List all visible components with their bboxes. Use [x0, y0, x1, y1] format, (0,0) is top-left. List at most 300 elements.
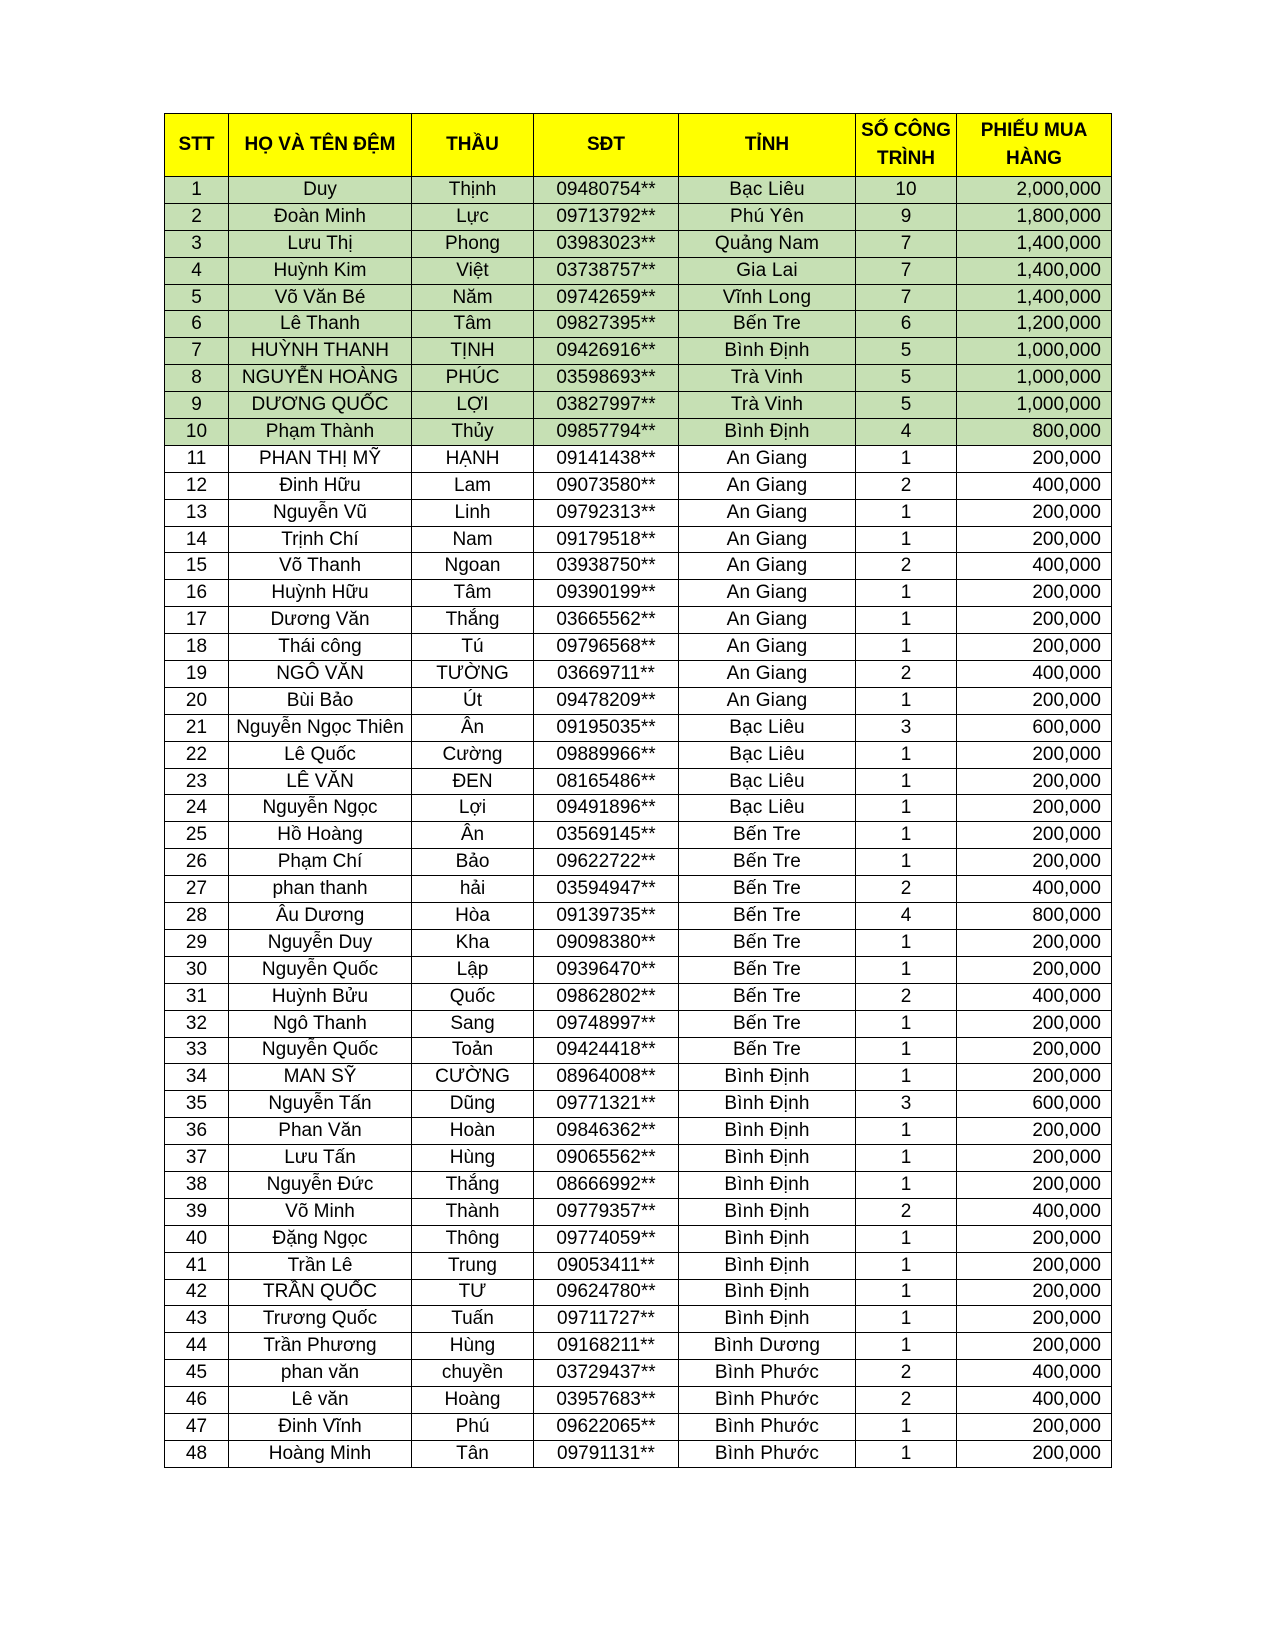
cell-so-cong-trinh: 1 [856, 956, 957, 983]
cell-so-cong-trinh: 5 [856, 338, 957, 365]
header-so-cong-trinh-line2: TRÌNH [876, 148, 936, 169]
cell-thau: Dũng [412, 1091, 534, 1118]
header-row [165, 114, 1112, 177]
cell-tinh: Bình Phước [679, 1360, 856, 1387]
cell-ho-ten: Ngô Thanh [229, 1010, 412, 1037]
table-row [165, 526, 1112, 553]
cell-sdt: 09889966** [534, 741, 679, 768]
cell-sdt: 09713792** [534, 203, 679, 230]
table-row [165, 472, 1112, 499]
cell-stt: 41 [165, 1252, 229, 1279]
cell-stt: 19 [165, 661, 229, 688]
cell-thau: Thịnh [412, 177, 534, 204]
cell-tinh: Bến Tre [679, 876, 856, 903]
cell-thau: Kha [412, 929, 534, 956]
cell-so-cong-trinh: 1 [856, 795, 957, 822]
cell-phieu-mua-hang: 1,400,000 [957, 284, 1112, 311]
cell-phieu-mua-hang: 1,400,000 [957, 257, 1112, 284]
table-row [165, 1198, 1112, 1225]
table-row [165, 499, 1112, 526]
cell-ho-ten: Hồ Hoàng [229, 822, 412, 849]
cell-ho-ten: Nguyễn Đức [229, 1171, 412, 1198]
cell-tinh: Vĩnh Long [679, 284, 856, 311]
cell-tinh: Bến Tre [679, 311, 856, 338]
cell-ho-ten: Trần Phương [229, 1333, 412, 1360]
cell-stt: 33 [165, 1037, 229, 1064]
cell-tinh: Bình Dương [679, 1333, 856, 1360]
table-row [165, 1279, 1112, 1306]
table-row [165, 580, 1112, 607]
table-row [165, 1306, 1112, 1333]
cell-sdt: 08666992** [534, 1171, 679, 1198]
cell-thau: Thắng [412, 1171, 534, 1198]
cell-thau: Thông [412, 1225, 534, 1252]
cell-phieu-mua-hang: 200,000 [957, 1010, 1112, 1037]
table-row [165, 795, 1112, 822]
cell-so-cong-trinh: 1 [856, 849, 957, 876]
cell-thau: Quốc [412, 983, 534, 1010]
cell-thau: Trung [412, 1252, 534, 1279]
cell-ho-ten: Duy [229, 177, 412, 204]
cell-so-cong-trinh: 1 [856, 1225, 957, 1252]
cell-tinh: An Giang [679, 526, 856, 553]
cell-phieu-mua-hang: 1,000,000 [957, 365, 1112, 392]
cell-stt: 14 [165, 526, 229, 553]
cell-so-cong-trinh: 2 [856, 1387, 957, 1414]
cell-sdt: 03569145** [534, 822, 679, 849]
table-row [165, 956, 1112, 983]
cell-sdt: 03827997** [534, 392, 679, 419]
cell-so-cong-trinh: 1 [856, 1306, 957, 1333]
cell-sdt: 09711727** [534, 1306, 679, 1333]
cell-sdt: 09622722** [534, 849, 679, 876]
cell-phieu-mua-hang: 400,000 [957, 1198, 1112, 1225]
cell-thau: TƯỜNG [412, 661, 534, 688]
cell-stt: 25 [165, 822, 229, 849]
cell-sdt: 09141438** [534, 445, 679, 472]
cell-ho-ten: Lưu Tấn [229, 1145, 412, 1172]
cell-sdt: 03729437** [534, 1360, 679, 1387]
cell-phieu-mua-hang: 400,000 [957, 472, 1112, 499]
cell-stt: 34 [165, 1064, 229, 1091]
cell-tinh: Bình Định [679, 1306, 856, 1333]
cell-sdt: 03938750** [534, 553, 679, 580]
table-row [165, 1091, 1112, 1118]
cell-sdt: 09073580** [534, 472, 679, 499]
cell-sdt: 09098380** [534, 929, 679, 956]
table-row [165, 1440, 1112, 1467]
cell-stt: 6 [165, 311, 229, 338]
cell-so-cong-trinh: 1 [856, 1252, 957, 1279]
cell-thau: Tuấn [412, 1306, 534, 1333]
cell-ho-ten: Nguyễn Tấn [229, 1091, 412, 1118]
cell-thau: Hùng [412, 1333, 534, 1360]
cell-so-cong-trinh: 1 [856, 929, 957, 956]
cell-tinh: An Giang [679, 634, 856, 661]
cell-tinh: Bình Phước [679, 1413, 856, 1440]
cell-sdt: 09179518** [534, 526, 679, 553]
cell-so-cong-trinh: 5 [856, 365, 957, 392]
cell-ho-ten: MAN SỸ [229, 1064, 412, 1091]
cell-tinh: Bến Tre [679, 1010, 856, 1037]
cell-tinh: An Giang [679, 472, 856, 499]
cell-so-cong-trinh: 10 [856, 177, 957, 204]
cell-thau: Sang [412, 1010, 534, 1037]
cell-so-cong-trinh: 2 [856, 876, 957, 903]
cell-sdt: 09195035** [534, 714, 679, 741]
cell-thau: Toản [412, 1037, 534, 1064]
cell-tinh: Bình Phước [679, 1440, 856, 1467]
cell-stt: 47 [165, 1413, 229, 1440]
table-row [165, 741, 1112, 768]
cell-thau: Tâm [412, 311, 534, 338]
cell-tinh: Bạc Liêu [679, 177, 856, 204]
table-row [165, 392, 1112, 419]
cell-sdt: 09053411** [534, 1252, 679, 1279]
header-thau: THẦU [412, 114, 534, 177]
cell-stt: 39 [165, 1198, 229, 1225]
cell-thau: Ngoan [412, 553, 534, 580]
cell-stt: 24 [165, 795, 229, 822]
cell-ho-ten: Huỳnh Kim [229, 257, 412, 284]
cell-stt: 23 [165, 768, 229, 795]
cell-tinh: Bến Tre [679, 983, 856, 1010]
cell-so-cong-trinh: 1 [856, 768, 957, 795]
table-row [165, 1010, 1112, 1037]
cell-ho-ten: Dương Văn [229, 607, 412, 634]
cell-so-cong-trinh: 6 [856, 311, 957, 338]
cell-thau: PHÚC [412, 365, 534, 392]
cell-ho-ten: Võ Minh [229, 1198, 412, 1225]
cell-tinh: Bạc Liêu [679, 714, 856, 741]
cell-phieu-mua-hang: 2,000,000 [957, 177, 1112, 204]
table-row [165, 1225, 1112, 1252]
cell-ho-ten: Nguyễn Ngọc Thiên [229, 714, 412, 741]
cell-ho-ten: Võ Văn Bé [229, 284, 412, 311]
header-so-cong-trinh [856, 114, 957, 177]
cell-thau: Tân [412, 1440, 534, 1467]
cell-thau: Cường [412, 741, 534, 768]
cell-stt: 28 [165, 903, 229, 930]
cell-thau: Hoàn [412, 1118, 534, 1145]
cell-so-cong-trinh: 2 [856, 661, 957, 688]
cell-so-cong-trinh: 1 [856, 1333, 957, 1360]
cell-sdt: 09846362** [534, 1118, 679, 1145]
cell-so-cong-trinh: 1 [856, 1171, 957, 1198]
cell-tinh: Bình Định [679, 1145, 856, 1172]
cell-ho-ten: phan văn [229, 1360, 412, 1387]
cell-tinh: Bình Định [679, 338, 856, 365]
cell-stt: 18 [165, 634, 229, 661]
cell-thau: HẠNH [412, 445, 534, 472]
cell-sdt: 09390199** [534, 580, 679, 607]
cell-tinh: An Giang [679, 607, 856, 634]
cell-thau: Tú [412, 634, 534, 661]
cell-ho-ten: Nguyễn Quốc [229, 1037, 412, 1064]
cell-ho-ten: Đặng Ngọc [229, 1225, 412, 1252]
cell-tinh: Phú Yên [679, 203, 856, 230]
cell-thau: Phú [412, 1413, 534, 1440]
cell-phieu-mua-hang: 200,000 [957, 1333, 1112, 1360]
table-row [165, 1064, 1112, 1091]
cell-stt: 26 [165, 849, 229, 876]
cell-thau: Hùng [412, 1145, 534, 1172]
cell-ho-ten: Huỳnh Hữu [229, 580, 412, 607]
cell-tinh: Bến Tre [679, 903, 856, 930]
cell-ho-ten: TRẦN QUỐC [229, 1279, 412, 1306]
cell-so-cong-trinh: 1 [856, 526, 957, 553]
cell-so-cong-trinh: 7 [856, 230, 957, 257]
cell-phieu-mua-hang: 200,000 [957, 795, 1112, 822]
cell-ho-ten: Đinh Hữu [229, 472, 412, 499]
cell-tinh: Gia Lai [679, 257, 856, 284]
table-row [165, 1171, 1112, 1198]
cell-stt: 20 [165, 687, 229, 714]
cell-sdt: 09862802** [534, 983, 679, 1010]
table-row [165, 1118, 1112, 1145]
cell-ho-ten: PHAN THỊ MỸ [229, 445, 412, 472]
cell-stt: 36 [165, 1118, 229, 1145]
cell-ho-ten: Hoàng Minh [229, 1440, 412, 1467]
cell-phieu-mua-hang: 200,000 [957, 822, 1112, 849]
cell-stt: 9 [165, 392, 229, 419]
cell-phieu-mua-hang: 400,000 [957, 661, 1112, 688]
cell-phieu-mua-hang: 200,000 [957, 1037, 1112, 1064]
cell-sdt: 09065562** [534, 1145, 679, 1172]
cell-so-cong-trinh: 1 [856, 1279, 957, 1306]
cell-ho-ten: Phạm Chí [229, 849, 412, 876]
cell-sdt: 09139735** [534, 903, 679, 930]
table-row [165, 419, 1112, 446]
cell-so-cong-trinh: 7 [856, 257, 957, 284]
cell-stt: 32 [165, 1010, 229, 1037]
cell-sdt: 09168211** [534, 1333, 679, 1360]
cell-ho-ten: NGUYỄN HOÀNG [229, 365, 412, 392]
cell-ho-ten: NGÔ VĂN [229, 661, 412, 688]
table-row [165, 822, 1112, 849]
cell-so-cong-trinh: 1 [856, 1145, 957, 1172]
cell-tinh: Bình Định [679, 1118, 856, 1145]
cell-stt: 37 [165, 1145, 229, 1172]
cell-so-cong-trinh: 2 [856, 983, 957, 1010]
cell-ho-ten: phan thanh [229, 876, 412, 903]
cell-sdt: 09480754** [534, 177, 679, 204]
cell-phieu-mua-hang: 200,000 [957, 1413, 1112, 1440]
cell-stt: 42 [165, 1279, 229, 1306]
cell-sdt: 09424418** [534, 1037, 679, 1064]
cell-so-cong-trinh: 1 [856, 687, 957, 714]
cell-thau: Lực [412, 203, 534, 230]
cell-stt: 35 [165, 1091, 229, 1118]
table-row [165, 284, 1112, 311]
cell-tinh: Bình Định [679, 1225, 856, 1252]
cell-phieu-mua-hang: 200,000 [957, 634, 1112, 661]
cell-thau: TỊNH [412, 338, 534, 365]
table-row [165, 714, 1112, 741]
cell-sdt: 03665562** [534, 607, 679, 634]
header-phieu-mua-hang [957, 114, 1112, 177]
cell-thau: LỢI [412, 392, 534, 419]
table-row [165, 257, 1112, 284]
cell-ho-ten: Âu Dương [229, 903, 412, 930]
cell-ho-ten: Lê Thanh [229, 311, 412, 338]
cell-stt: 2 [165, 203, 229, 230]
cell-thau: Bảo [412, 849, 534, 876]
cell-tinh: An Giang [679, 499, 856, 526]
cell-stt: 16 [165, 580, 229, 607]
table-row [165, 1413, 1112, 1440]
table-row [165, 311, 1112, 338]
table-row [165, 177, 1112, 204]
cell-so-cong-trinh: 1 [856, 1440, 957, 1467]
cell-stt: 45 [165, 1360, 229, 1387]
cell-ho-ten: Trịnh Chí [229, 526, 412, 553]
cell-thau: Lam [412, 472, 534, 499]
cell-stt: 12 [165, 472, 229, 499]
header-stt: STT [165, 114, 229, 177]
table-row [165, 553, 1112, 580]
cell-phieu-mua-hang: 200,000 [957, 607, 1112, 634]
cell-phieu-mua-hang: 800,000 [957, 903, 1112, 930]
cell-thau: CƯỜNG [412, 1064, 534, 1091]
cell-ho-ten: Nguyễn Duy [229, 929, 412, 956]
cell-so-cong-trinh: 4 [856, 903, 957, 930]
cell-phieu-mua-hang: 200,000 [957, 1171, 1112, 1198]
cell-tinh: Bến Tre [679, 929, 856, 956]
cell-phieu-mua-hang: 400,000 [957, 553, 1112, 580]
cell-phieu-mua-hang: 200,000 [957, 1279, 1112, 1306]
cell-tinh: Bình Định [679, 1091, 856, 1118]
cell-sdt: 09622065** [534, 1413, 679, 1440]
cell-thau: Hòa [412, 903, 534, 930]
header-sdt: SĐT [534, 114, 679, 177]
cell-phieu-mua-hang: 400,000 [957, 983, 1112, 1010]
cell-phieu-mua-hang: 200,000 [957, 849, 1112, 876]
cell-stt: 43 [165, 1306, 229, 1333]
cell-so-cong-trinh: 1 [856, 1037, 957, 1064]
cell-so-cong-trinh: 1 [856, 1010, 957, 1037]
cell-tinh: Bạc Liêu [679, 795, 856, 822]
cell-so-cong-trinh: 9 [856, 203, 957, 230]
cell-phieu-mua-hang: 1,200,000 [957, 311, 1112, 338]
cell-stt: 38 [165, 1171, 229, 1198]
table-row [165, 1360, 1112, 1387]
cell-sdt: 09491896** [534, 795, 679, 822]
cell-ho-ten: HUỲNH THANH [229, 338, 412, 365]
cell-thau: Ân [412, 714, 534, 741]
cell-tinh: An Giang [679, 687, 856, 714]
cell-thau: Linh [412, 499, 534, 526]
cell-ho-ten: Đinh Vĩnh [229, 1413, 412, 1440]
table-row [165, 203, 1112, 230]
table-row [165, 1387, 1112, 1414]
cell-sdt: 09827395** [534, 311, 679, 338]
cell-sdt: 09624780** [534, 1279, 679, 1306]
header-ho-ten: HỌ VÀ TÊN ĐỆM [229, 114, 412, 177]
table-row [165, 876, 1112, 903]
cell-phieu-mua-hang: 600,000 [957, 1091, 1112, 1118]
cell-phieu-mua-hang: 1,000,000 [957, 338, 1112, 365]
header-phieu-line2: HÀNG [1006, 148, 1062, 169]
header-phieu-line1: PHIẾU MUA [980, 120, 1088, 141]
cell-thau: ĐEN [412, 768, 534, 795]
table-row [165, 607, 1112, 634]
cell-sdt: 09478209** [534, 687, 679, 714]
cell-sdt: 09774059** [534, 1225, 679, 1252]
cell-so-cong-trinh: 1 [856, 445, 957, 472]
cell-thau: Năm [412, 284, 534, 311]
cell-phieu-mua-hang: 200,000 [957, 526, 1112, 553]
cell-ho-ten: Trần Lê [229, 1252, 412, 1279]
table-row [165, 338, 1112, 365]
cell-thau: Lập [412, 956, 534, 983]
cell-ho-ten: Lê văn [229, 1387, 412, 1414]
cell-stt: 8 [165, 365, 229, 392]
cell-tinh: Bạc Liêu [679, 768, 856, 795]
cell-phieu-mua-hang: 200,000 [957, 1440, 1112, 1467]
cell-phieu-mua-hang: 200,000 [957, 499, 1112, 526]
cell-tinh: Bình Phước [679, 1387, 856, 1414]
cell-sdt: 09857794** [534, 419, 679, 446]
table-row [165, 687, 1112, 714]
cell-phieu-mua-hang: 600,000 [957, 714, 1112, 741]
cell-tinh: Bến Tre [679, 822, 856, 849]
table-row [165, 1037, 1112, 1064]
cell-thau: chuyền [412, 1360, 534, 1387]
table-row [165, 230, 1112, 257]
cell-phieu-mua-hang: 200,000 [957, 1118, 1112, 1145]
cell-tinh: Bến Tre [679, 849, 856, 876]
cell-stt: 48 [165, 1440, 229, 1467]
table-row [165, 634, 1112, 661]
table-row [165, 445, 1112, 472]
cell-phieu-mua-hang: 400,000 [957, 876, 1112, 903]
cell-tinh: Bình Định [679, 1279, 856, 1306]
cell-tinh: Bình Định [679, 1064, 856, 1091]
cell-ho-ten: Võ Thanh [229, 553, 412, 580]
cell-ho-ten: Thái công [229, 634, 412, 661]
cell-so-cong-trinh: 2 [856, 1198, 957, 1225]
cell-phieu-mua-hang: 200,000 [957, 1306, 1112, 1333]
cell-sdt: 09792313** [534, 499, 679, 526]
cell-sdt: 09426916** [534, 338, 679, 365]
cell-sdt: 03594947** [534, 876, 679, 903]
cell-so-cong-trinh: 1 [856, 1064, 957, 1091]
cell-phieu-mua-hang: 200,000 [957, 1145, 1112, 1172]
cell-thau: Thắng [412, 607, 534, 634]
cell-ho-ten: Trương Quốc [229, 1306, 412, 1333]
cell-tinh: Trà Vinh [679, 365, 856, 392]
cell-stt: 3 [165, 230, 229, 257]
cell-so-cong-trinh: 1 [856, 499, 957, 526]
cell-sdt: 09796568** [534, 634, 679, 661]
table-row [165, 768, 1112, 795]
cell-tinh: Bến Tre [679, 956, 856, 983]
cell-tinh: An Giang [679, 661, 856, 688]
results-table [164, 113, 1112, 1468]
table-row [165, 983, 1112, 1010]
cell-ho-ten: Nguyễn Ngọc [229, 795, 412, 822]
cell-thau: Lợi [412, 795, 534, 822]
cell-so-cong-trinh: 1 [856, 607, 957, 634]
cell-so-cong-trinh: 7 [856, 284, 957, 311]
cell-phieu-mua-hang: 200,000 [957, 929, 1112, 956]
cell-phieu-mua-hang: 1,400,000 [957, 230, 1112, 257]
cell-sdt: 09748997** [534, 1010, 679, 1037]
cell-stt: 46 [165, 1387, 229, 1414]
cell-tinh: Bình Định [679, 1171, 856, 1198]
cell-sdt: 09779357** [534, 1198, 679, 1225]
